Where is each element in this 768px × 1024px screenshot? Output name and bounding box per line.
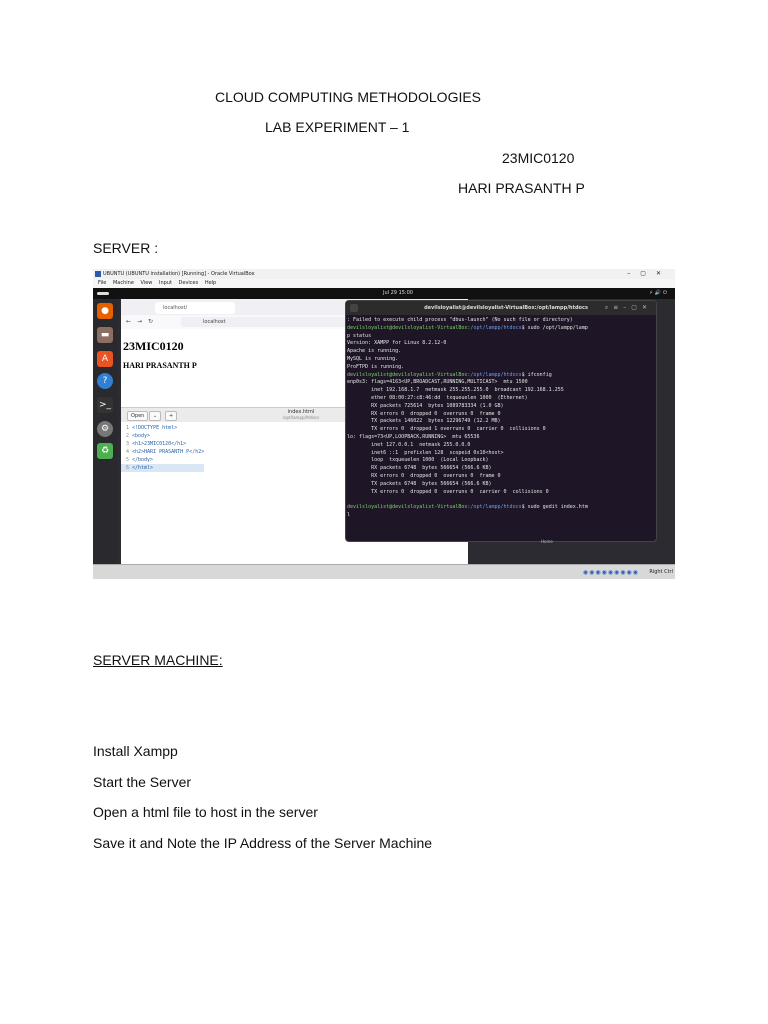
terminal-titlebar [346, 301, 656, 315]
activities-icon[interactable] [97, 292, 109, 295]
terminal-line: RX errors 0 dropped 0 overruns 0 frame 0 [347, 410, 501, 417]
virtualbox-statusbar [93, 564, 675, 579]
code-line: 4 <h2>HARI PRASANTH P</h2> [125, 449, 205, 455]
terminal-line: TX errors 0 dropped 0 overruns 0 carrier 0 collisions 0 [347, 488, 549, 495]
editor-code[interactable] [121, 424, 204, 472]
terminal-controls-icon[interactable]: ⌕≡–▢✕ [604, 304, 652, 311]
step-item: Open a html file to host in the server [93, 804, 318, 820]
terminal-line: MySQL is running. [347, 355, 399, 362]
terminal-line: loop txqueuelen 1000 (Local Loopback) [347, 457, 489, 464]
terminal-line: inet6 ::1 prefixlen 128 scopeid 0x10<host> [347, 449, 504, 456]
terminal-line: ProFTPD is running. [347, 363, 405, 370]
terminal-output[interactable] [347, 317, 588, 520]
student-name: HARI PRASANTH P [458, 180, 585, 196]
code-line: 6 </html> [121, 464, 204, 472]
open-menu-icon[interactable]: ⌄ [149, 411, 161, 421]
clock[interactable]: Jul 29 15:00 [383, 290, 413, 296]
page-heading-1: 23MIC0120 [123, 339, 184, 353]
menu-file[interactable]: File [98, 280, 107, 286]
terminal-line: lo: flags=73<UP,LOOPBACK,RUNNING> mtu 65536 [347, 433, 480, 440]
editor-filename: index.html [287, 409, 315, 415]
code-line: 1 <!DOCTYPE html> [125, 425, 178, 431]
code-line: 2 <body> [125, 433, 151, 439]
terminal-line: l [347, 511, 351, 518]
terminal-line: TX packets 146022 bytes 12296749 (12.2 MB) [347, 418, 501, 425]
virtualbox-icon [95, 271, 101, 277]
window-title: UBUNTU (UBUNTU installation) [Running] - Oracle VirtualBox [103, 271, 255, 277]
software-icon[interactable]: A [97, 351, 113, 367]
window-controls-icon[interactable]: –▢✕ [627, 270, 671, 277]
terminal-line: devilsloyalist@devilsloyalist-VirtualBox:/opt/lampp/htdocs$ ifconfig [347, 371, 552, 378]
settings-icon[interactable]: ⚙ [97, 421, 113, 437]
section-heading: SERVER MACHINE: [93, 652, 223, 668]
terminal-line: Apache is running. [347, 348, 402, 355]
terminal-icon[interactable]: >_ [97, 397, 113, 413]
firefox-icon[interactable]: ● [97, 303, 113, 319]
reg-number: 23MIC0120 [502, 150, 575, 166]
server-label: SERVER : [93, 240, 159, 256]
terminal-line: RX packets 6748 bytes 566654 (566.6 KB) [347, 465, 492, 472]
menu-input[interactable]: Input [158, 280, 172, 286]
step-item: Save it and Note the IP Address of the Server Machine [93, 835, 433, 851]
terminal-line: : Failed to execute child process "dbus-launch" (No such file or directory) [347, 317, 573, 323]
virtualbox-titlebar [93, 269, 675, 279]
terminal-line: TX errors 0 dropped 1 overruns 0 carrier 0 collisions 0 [347, 426, 546, 433]
terminal-line: inet 127.0.0.1 netmask 255.0.0.0 [347, 441, 471, 448]
terminal-newtab-icon[interactable] [350, 304, 358, 312]
menu-devices[interactable]: Devices [178, 280, 199, 286]
dock [93, 299, 117, 564]
editor-filepath: /opt/lampp/htdocs [282, 415, 320, 420]
help-icon[interactable]: ? [97, 373, 113, 389]
home-folder-label[interactable]: Home [541, 539, 553, 544]
code-line: 5 </body> [125, 457, 154, 463]
terminal-window [345, 300, 657, 542]
menu-help[interactable]: Help [204, 280, 217, 286]
url-bar[interactable]: localhost [181, 317, 451, 327]
page-heading-2: HARI PRASANTH P [123, 361, 197, 370]
browser-tab[interactable]: localhost/ [155, 302, 235, 314]
gnome-topbar [93, 288, 675, 299]
doc-subtitle: LAB EXPERIMENT – 1 [265, 119, 410, 135]
terminal-line: TX packets 6748 bytes 566654 (566.6 KB) [347, 480, 492, 487]
menu-view[interactable]: View [140, 280, 153, 286]
step-item: Install Xampp [93, 743, 178, 759]
terminal-line: p status [347, 332, 372, 339]
files-icon[interactable]: ▬ [97, 327, 113, 343]
terminal-line: devilsloyalist@devilsloyalist-VirtualBox:/opt/lampp/htdocs$ sudo gedit index.htm [347, 504, 588, 511]
status-icons[interactable]: ◉◉◉◉◉◉◉◉◉ [582, 569, 639, 576]
terminal-line: devilsloyalist@devilsloyalist-VirtualBox:/opt/lampp/htdocs$ sudo /opt/lampp/lamp [347, 324, 588, 331]
terminal-line: ether 08:00:27:c8:46:dd txqueuelen 1000 (Ethernet) [347, 394, 528, 401]
terminal-line: RX packets 725614 bytes 1089783334 (1.0 GB) [347, 402, 504, 409]
open-button[interactable]: Open [127, 411, 148, 421]
host-key-label: Right Ctrl [649, 569, 673, 575]
nav-buttons-icon[interactable]: ←→↻ [126, 318, 160, 325]
server-screenshot [93, 269, 675, 579]
terminal-line: RX errors 0 dropped 0 overruns 0 frame 0 [347, 472, 501, 479]
menu-machine[interactable]: Machine [112, 280, 134, 286]
terminal-line [347, 496, 588, 504]
terminal-title: devilsloyalist@devilsloyalist-VirtualBox:/opt/lampp/htdocs [424, 305, 588, 311]
step-item: Start the Server [93, 774, 192, 790]
new-tab-icon[interactable]: + [165, 411, 177, 421]
code-line: 3 <h1>23MIC0120</h1> [125, 441, 187, 447]
terminal-line: enp0s3: flags=4163<UP,BROADCAST,RUNNING,MULTICAST> mtu 1500 [347, 379, 528, 386]
doc-title: CLOUD COMPUTING METHODOLOGIES [215, 89, 482, 105]
terminal-line: Version: XAMPP for Linux 8.2.12-0 [347, 340, 447, 347]
system-tray-icon[interactable]: ⚡🔊⏻ [649, 290, 669, 296]
trash-icon[interactable]: ♻ [97, 443, 113, 459]
terminal-line: inet 192.168.1.7 netmask 255.255.255.0 broadcast 192.168.1.255 [347, 387, 564, 394]
